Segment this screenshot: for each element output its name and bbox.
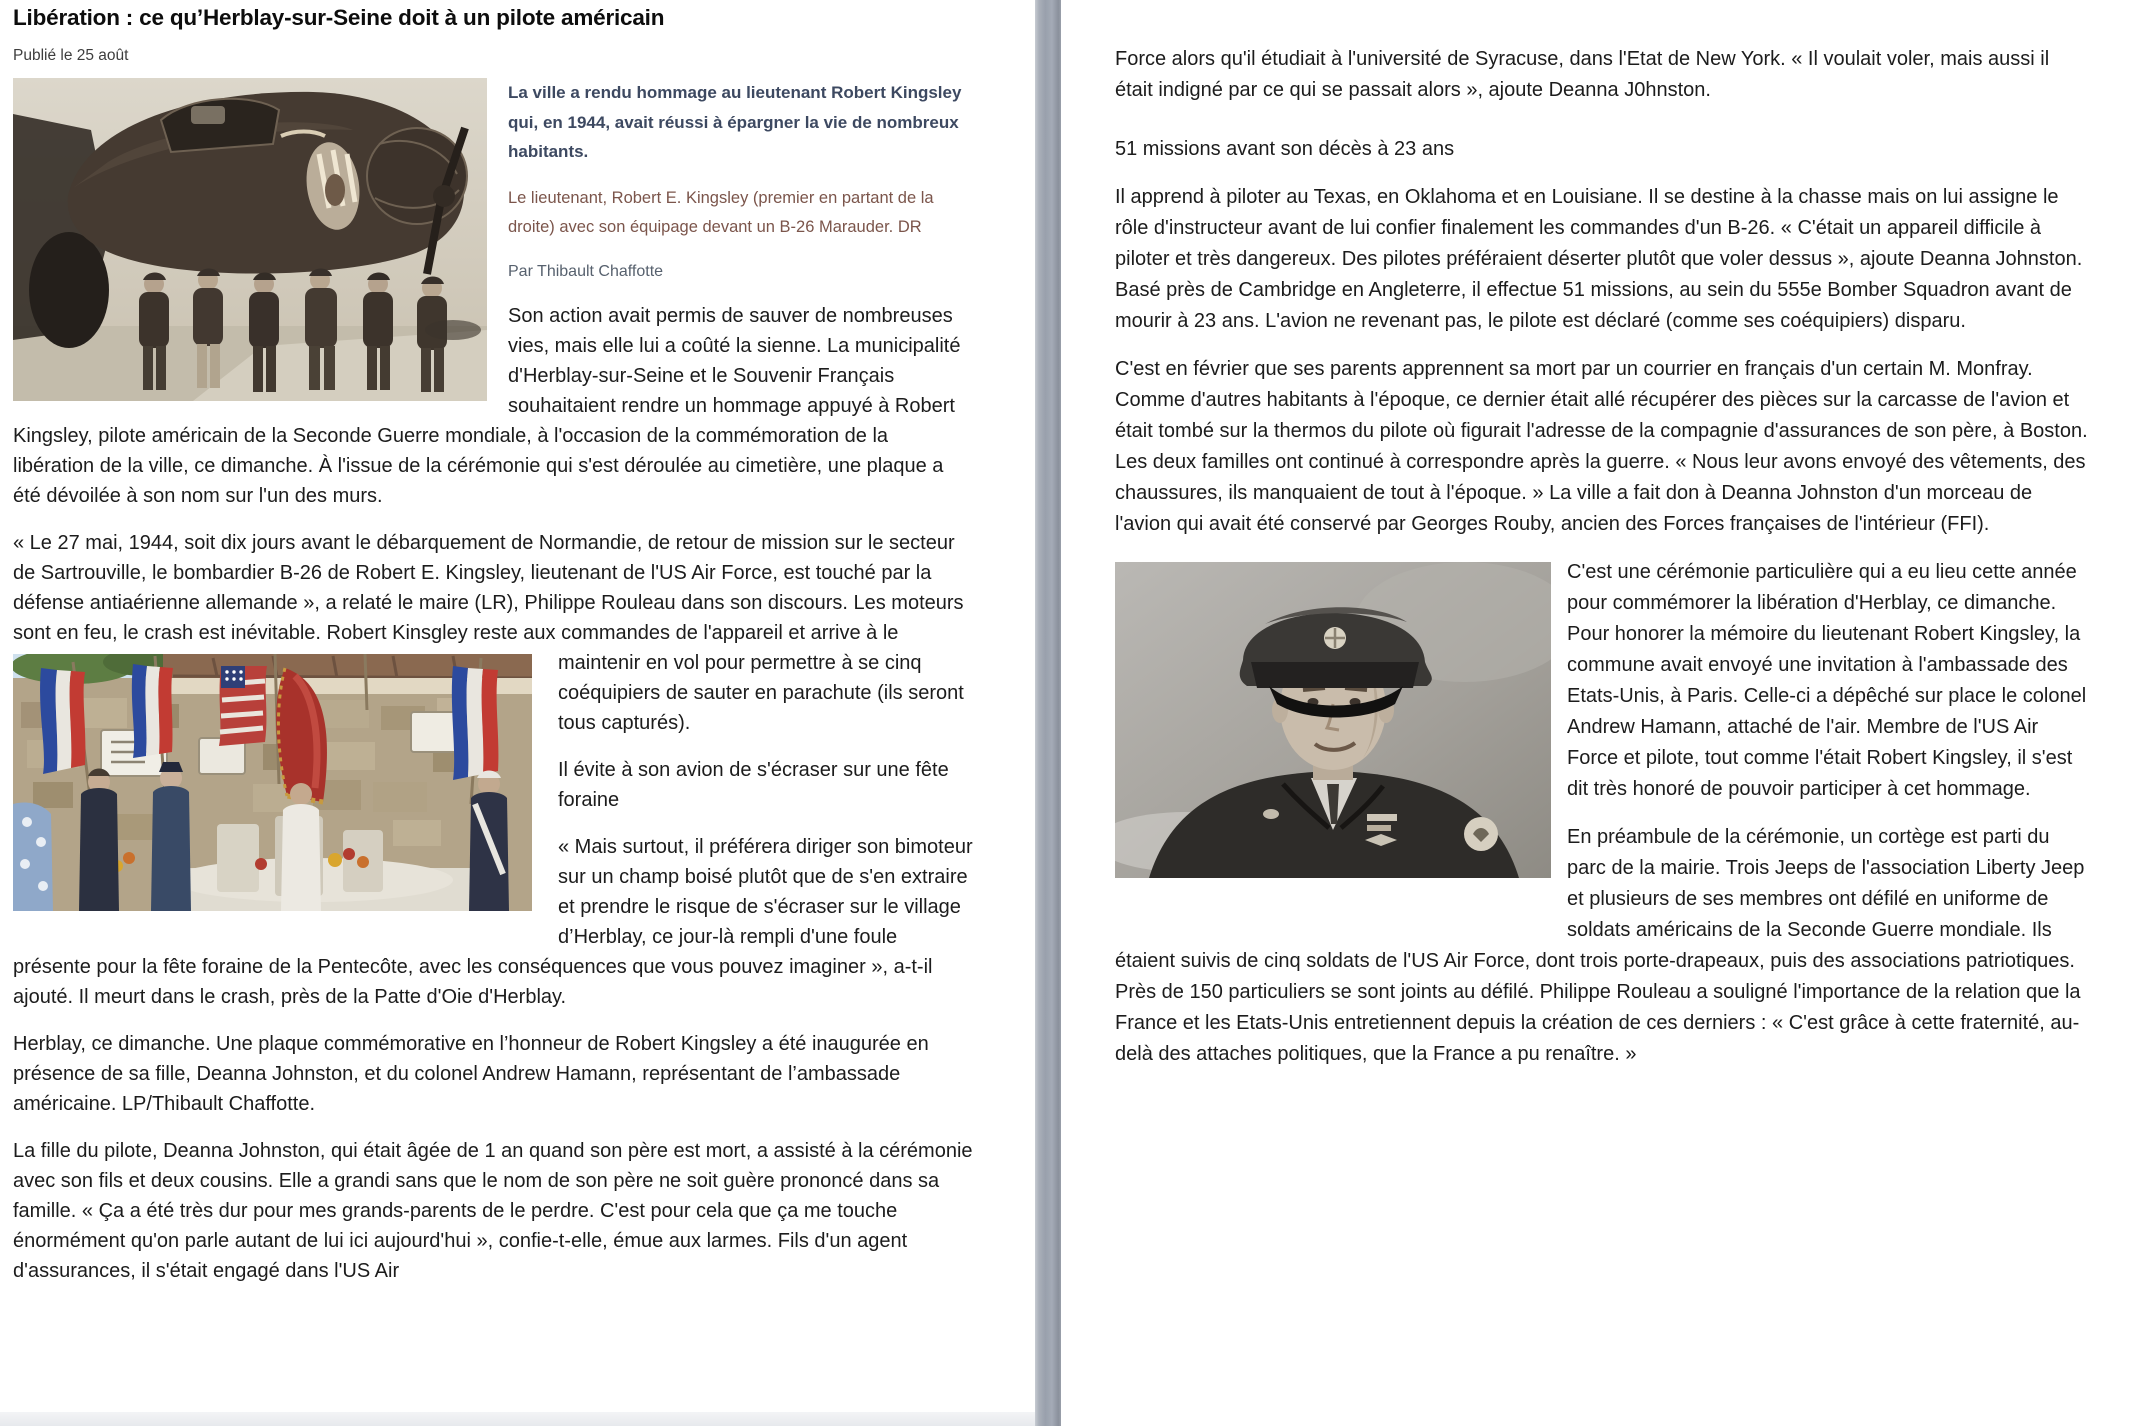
paragraph-3: Il évite à son avion de s'écraser sur une fête foraine bbox=[558, 758, 949, 811]
paragraph-5: Herblay, ce dimanche. Une plaque commémorative en l’honneur de Robert Kingsley a été inaugurée en présence de sa fille, Deanna Johnston, et du colonel Andrew Hamann, représentant de l’ambassade américaine. LP/Thibault Chaffotte. bbox=[13, 1032, 929, 1115]
page2-subhead: 51 missions avant son décès à 23 ans bbox=[1115, 138, 1455, 160]
paragraph-1: Son action avait permis de sauver de nombreuses vies, mais elle lui a coûté la sienne. La municipalité d'Herblay-sur-Seine et le Souvenir Français souhaitaient rendre un hommage appuyé à Robert Kingsley, pilote américain de la Seconde Guerre mondiale, à l'occasion de la commémoration de la libération de la ville, ce dimanche. À l'issue de la cérémonie qui s'est déroulée au cimetière, une plaque a été dévoilée à son nom sur l'un des murs. bbox=[13, 304, 961, 507]
french-flag-left bbox=[40, 668, 85, 774]
paragraph-2 bbox=[13, 528, 973, 738]
page2-paragraph-2: Il apprend à piloter au Texas, en Oklahoma et en Louisiane. Il se destine à la chasse mais on lui assigne le rôle d'instructeur avant de lui confier finalement les commandes d'un B-26. « C'était un appareil difficile à piloter et très dangereux. Des pilotes préféraient déserter plutôt que voler dessus », ajoute Deanna Johnston. Basé près de Cambridge en Angleterre, il effectue 51 missions, au sein du 555e Bomber Squadron avant de mourir à 23 ans. L'avion ne revenant pas, le pilote est déclaré (comme ses coéquipiers) disparu. bbox=[1115, 186, 2083, 332]
pilot-portrait-photo bbox=[1115, 562, 1551, 878]
french-flag-center-left bbox=[132, 664, 173, 758]
us-flag bbox=[219, 666, 267, 746]
page2-paragraph-5: En préambule de la cérémonie, un cortège est parti du parc de la mairie. Trois Jeeps de l'association Liberty Jeep et plusieurs de ses membres ont défilé en uniforme de soldats américains de la Seconde Guerre mondiale. Ils étaient suivis de cinq soldats de l'US Air Force, dont trois porte-drapeaux, puis des associations patriotiques. Près de 150 particuliers se sont joints au défilé. Philippe Rouleau a souligné l'importance de la relation que la France et les Etats-Unis entretiennent depuis la création de ces derniers : « C'est grâce à cette fraternité, au-delà des attaches politiques, que la France a pu renaître. » bbox=[1115, 826, 2085, 1065]
paragraph-6: La fille du pilote, Deanna Johnston, qui était âgée de 1 an quand son père est mort, a assisté à la cérémonie avec son fils et deux cousins. Elle a grandi sans que le nom de son père ne soit guère prononcé dans sa famille. « Ça a été très dur pour mes grands-parents de le perdre. C'est pour cela que ça me touche énormément qu'on parle autant de lui ici aujourd'hui », confie-t-elle, émue aux larmes. Fils d'un agent d'assurances, il s'était engagé dans l'US Air bbox=[13, 1139, 973, 1282]
page2-paragraph-1: Force alors qu'il étudiait à l'université de Syracuse, dans l'Etat de New York. « Il voulait voler, mais aussi il était indigné par ce qui se passait alors », ajoute Deanna J0hnston. bbox=[1115, 48, 2050, 101]
paragraph-2-part-2: reste aux commandes de l'appareil et arrive à le maintenir en vol pour permettre à se cinq coéquipiers de sauter en parachute (ils seront tous capturés). bbox=[473, 621, 964, 734]
page2-paragraph-4 bbox=[1115, 557, 2090, 805]
french-flag-right bbox=[452, 666, 499, 780]
page2-paragraph-3: C'est en février que ses parents apprennent sa mort par un courrier en français d'un certain M. Monfray. Comme d'autres habitants à l'époque, ce dernier était allé récupérer des pièces sur la carcasse de l'avion et était tombé sur la thermos du pilote où figurait l'adresse de la compagnie d'assurances de son père, à Boston. Les deux familles ont continué à correspondre après la guerre. « Nous leur avons envoyé des vêtements, des chaussures, ils manquaient de tout à l'époque. » La ville a fait don à Deanna Johnston d'un morceau de l'avion qui avait été conservé par Georges Rouby, ancien des Forces françaises de l'intérieur (FFI). bbox=[1115, 358, 2088, 535]
page-bottom-edge bbox=[0, 1412, 1035, 1426]
article-byline: Par Thibault Chaffotte bbox=[508, 262, 664, 280]
paragraph-2-part-1: « Le 27 mai, 1944, soit dix jours avant le débarquement de Normandie, de retour de mission sur le secteur de Sartrouville, le bombardier B-26 de Robert E. Kingsley, lieutenant de l'US Air Force, est touché par la défense antiaérienne allemande », a relaté le maire (LR), Philippe Rouleau dans son discours. Les moteurs sont en feu, le crash est inévitable. Robert Kinsgley bbox=[13, 531, 964, 644]
publish-date: Publié le 25 août bbox=[13, 47, 129, 65]
ceremony-photo bbox=[13, 654, 532, 911]
article-title: Libération : ce qu’Herblay-sur-Seine doit à un pilote américain bbox=[13, 5, 665, 30]
crew-photo-caption: Le lieutenant, Robert E. Kingsley (premier en partant de la droite) avec son équipage devant un B-26 Marauder. DR bbox=[508, 188, 934, 237]
document-page-2 bbox=[1115, 44, 2090, 1070]
page-divider bbox=[1035, 0, 1061, 1426]
page2-paragraph-4-text: C'est une cérémonie particulière qui a eu lieu cette année pour commémorer la libération d'Herblay, ce dimanche. Pour honorer la mémoire du lieutenant Robert Kingsley, la commune avait envoyé une invitation à l'ambassade des Etats-Unis, à Paris. Celle-ci a dépêché sur place le colonel Andrew Hamann, attaché de l'air. Membre de l'US Air Force et pilote, tout comme l'était Robert Kingsley, il s'est dit très honoré de pouvoir participer à cet hommage. bbox=[1567, 561, 2087, 800]
crew-photo bbox=[13, 78, 487, 401]
document-page-1 bbox=[13, 4, 973, 1286]
paragraph-4: « Mais surtout, il préférera diriger son bimoteur sur un champ boisé plutôt que de s'en extraire et prendre le risque de s'écraser sur le village d’Herblay, ce jour-là rempli d'une foule présente pour la fête foraine de la Pentecôte, avec les conséquences que vous pouvez imaginer », a-t-il ajouté. Il meurt dans le crash, près de la Patte d'Oie d'Herblay. bbox=[13, 835, 973, 1008]
article-lead: La ville a rendu hommage au lieutenant Robert Kingsley qui, en 1944, avait réussi à épargner la vie de nombreux habitants. bbox=[508, 83, 962, 162]
